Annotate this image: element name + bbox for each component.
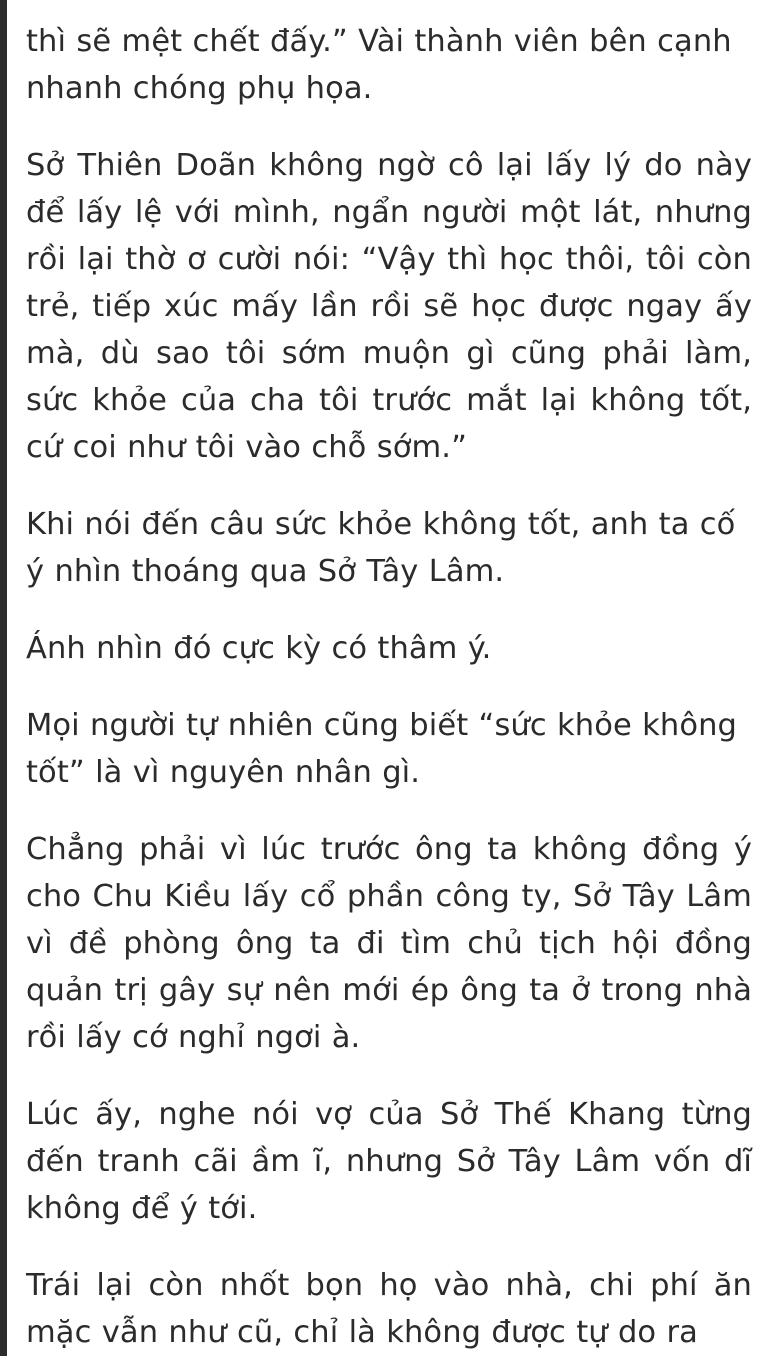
paragraph: thì sẽ mệt chết đấy.” Vài thành viên bên cạnh nhanh chóng phụ họa. (26, 24, 732, 106)
paragraph: Trái lại còn nhốt bọn họ vào nhà, chi phí ăn mặc vẫn như cũ, chỉ là không được tự do ra (26, 1268, 752, 1350)
paragraph: Lúc ấy, nghe nói vợ của Sở Thế Khang từng đến tranh cãi ầm ĩ, nhưng Sở Tây Lâm vốn dĩ không để ý tới. (26, 1097, 752, 1226)
left-edge-bar (0, 0, 7, 1356)
paragraph: Mọi người tự nhiên cũng biết “sức khỏe không tốt” là vì nguyên nhân gì. (26, 708, 737, 790)
paragraph: Khi nói đến câu sức khỏe không tốt, anh ta cố ý nhìn thoáng qua Sở Tây Lâm. (26, 507, 736, 589)
paragraph: Sở Thiên Doãn không ngờ cô lại lấy lý do này để lấy lệ với mình, ngẩn người một lát, nhưng rồi lại thờ ơ cười nói: “Vậy thì học thôi, tôi còn trẻ, tiếp xúc mấy lần rồi sẽ học được ngay ấy mà, dù sao tôi sớm muộn gì cũng phải làm, sức khỏe của cha tôi trước mắt lại không tốt, cứ coi như tôi vào chỗ sớm.” (26, 148, 752, 465)
chapter-text (26, 18, 752, 1356)
paragraph: Ánh nhìn đó cực kỳ có thâm ý. (26, 631, 492, 666)
paragraph: Chẳng phải vì lúc trước ông ta không đồng ý cho Chu Kiều lấy cổ phần công ty, Sở Tây Lâm vì đề phòng ông ta đi tìm chủ tịch hội đồng quản trị gây sự nên mới ép ông ta ở trong nhà rồi lấy cớ nghỉ ngơi à. (26, 832, 752, 1055)
